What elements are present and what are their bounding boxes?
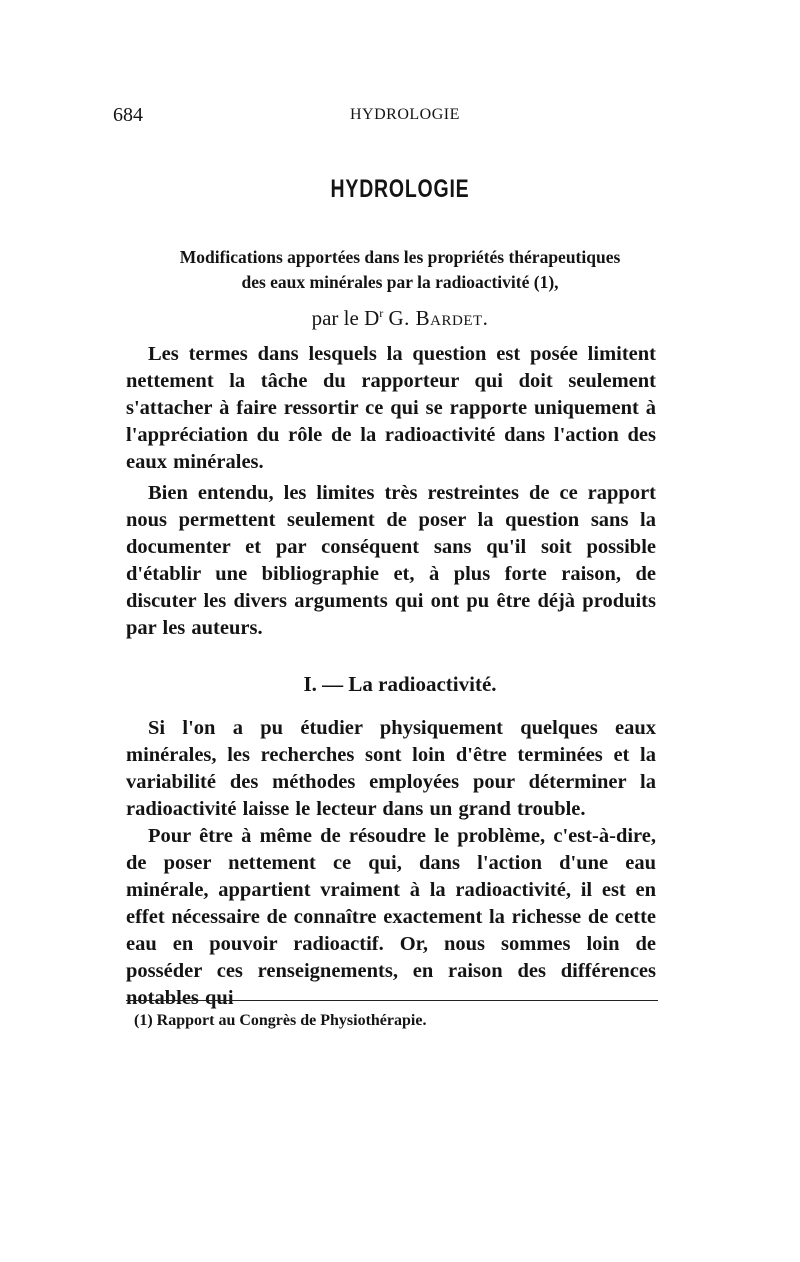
section-heading: I. — La radioactivité.	[303, 672, 497, 696]
paragraph	[126, 341, 656, 476]
paragraph-text: Pour être à même de résoudre le problème, c'est-à-dire, de poser nettement ce qui, dans l'action d'une eau minérale, appartient vraiment à la radioactivité, il est en effet nécessaire de connaître exactement la richesse de cette eau en pouvoir radioactif. Or, nous sommes loin de posséder ces renseignements, en raison des différences notables qui	[126, 825, 656, 1009]
paragraph	[126, 480, 656, 642]
paragraph-text: Si l'on a pu étudier physiquement quelques eaux minérales, les recherches sont loin d'être terminées et la variabilité des méthodes employées pour déterminer la radioactivité laisse le lecteur dans un grand trouble.	[126, 717, 656, 820]
paragraph	[126, 823, 656, 1012]
author-prefix: par le D	[311, 306, 380, 330]
paragraph	[126, 715, 656, 823]
running-header-title: HYDROLOGIE	[350, 106, 460, 123]
author-name: G. Bardet.	[388, 306, 489, 330]
section-title: HYDROLOGIE	[330, 175, 470, 203]
footnote: (1) Rapport au Congrès de Physiothérapie.	[134, 1012, 427, 1029]
paragraph-text: Bien entendu, les limites très restreintes de ce rapport nous permettent seulement de poser la question sans la documenter et par conséquent sans qu'il soit possible d'établir une bibliographie et, à plus forte raison, de discuter les divers arguments qui ont pu être déjà produits par les auteurs.	[126, 482, 656, 639]
paragraph-text: Les termes dans lesquels la question est posée limitent nettement la tâche du rapporteur qui doit seulement s'attacher à faire ressortir ce qui se rapporte uniquement à l'appréciation du rôle de la radioactivité dans l'action des eaux minérales.	[126, 343, 656, 473]
article-title-line-1: Modifications apportées dans les propriétés thérapeutiques	[179, 247, 621, 267]
author-title-sup: r	[379, 306, 384, 320]
author-line	[0, 306, 800, 331]
article-title-line-2: des eaux minérales par la radioactivité (1),	[241, 272, 559, 292]
footnote-rule	[126, 1000, 658, 1001]
page-number: 684	[113, 104, 143, 126]
